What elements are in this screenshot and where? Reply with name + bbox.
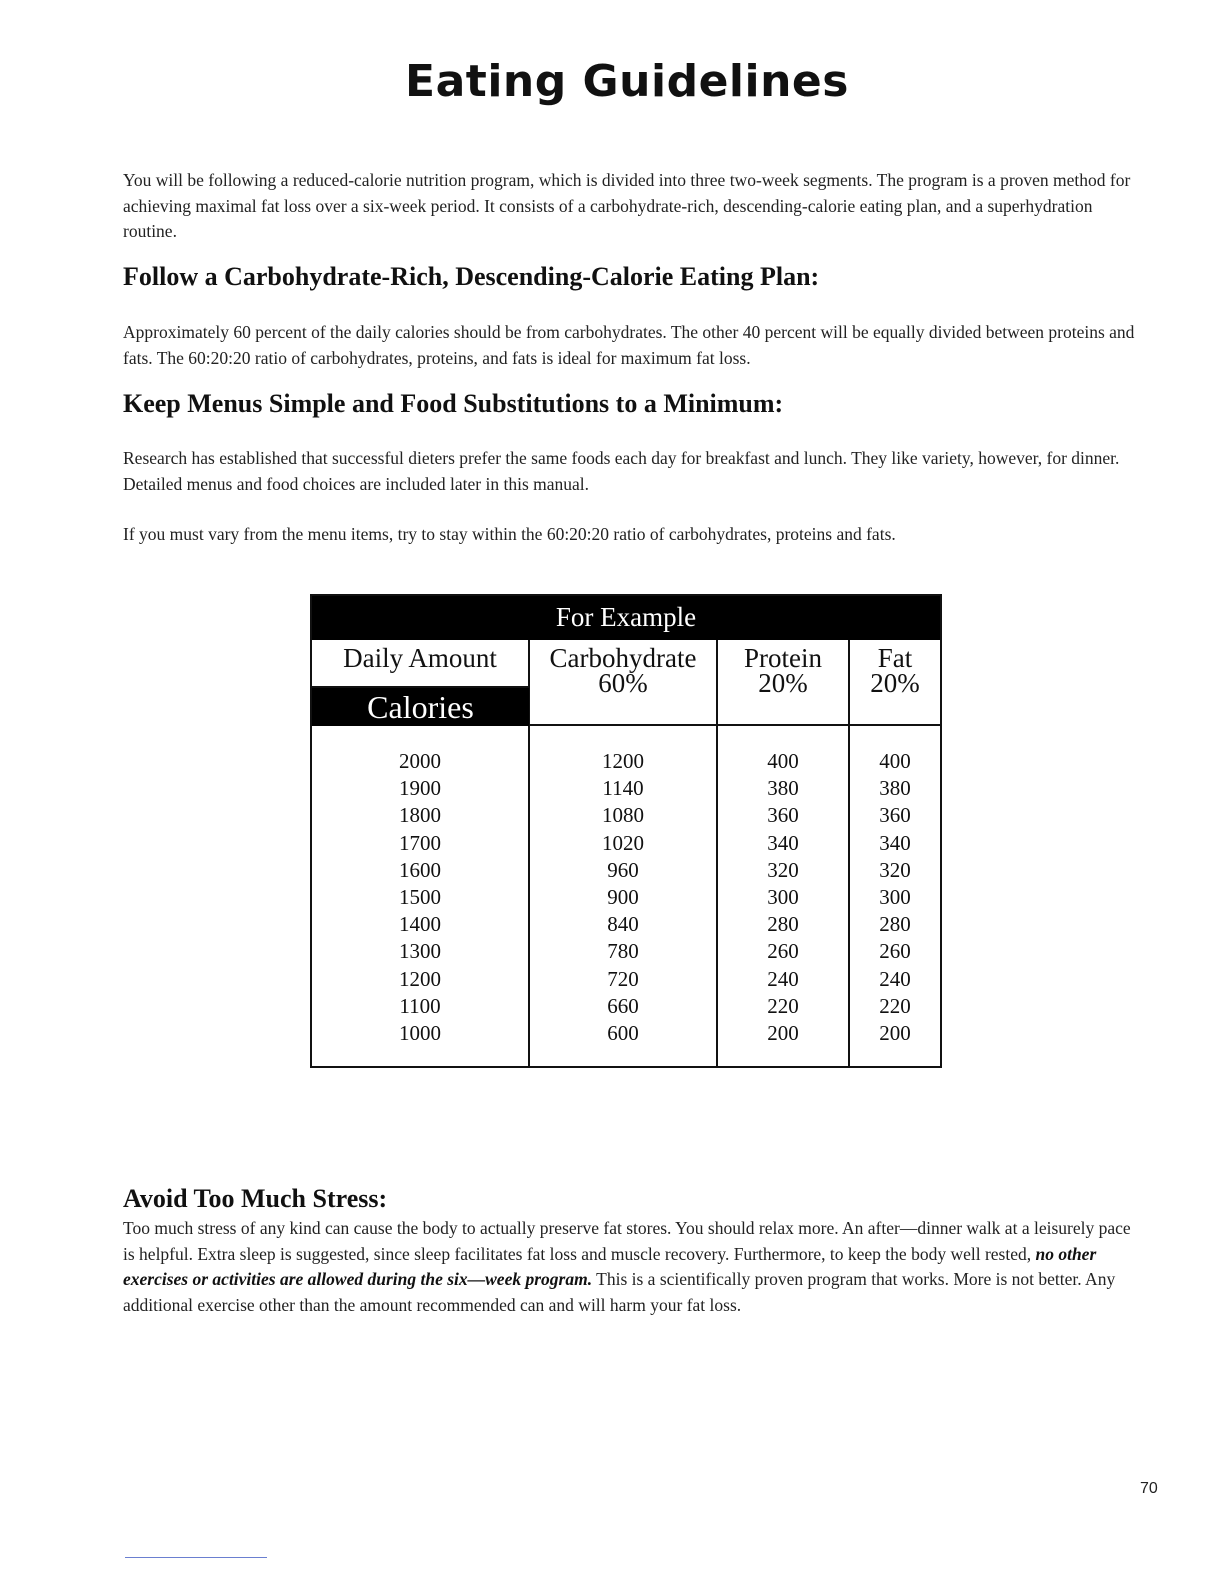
table-header: For Example [312,596,940,640]
vary-paragraph: If you must vary from the menu items, try to stay within the 60:20:20 ratio of carbohydrates, proteins and fats. [123,524,896,544]
table-cell: 240 [879,966,911,991]
table-cell: 360 [767,803,799,828]
table-cell: 380 [879,776,911,801]
table-cell: 1400 [399,912,441,937]
table-cell: 380 [767,776,799,801]
intro-paragraph: You will be following a reduced-calorie nutrition program, which is divided into three two-week segments. The program is a proven method for achieving maximal fat loss over a six-week period. It consists of a carbohydrate-rich, descending-calorie eating plan, and a superhydration routine. [123,170,1131,241]
section-heading-stress: Avoid Too Much Stress: [123,1184,388,1213]
footer-rule [125,1557,267,1558]
table-cell: 360 [879,803,911,828]
table-cell: 240 [767,966,799,991]
table-cell: 220 [767,993,799,1018]
table-cell: 1900 [399,776,441,801]
column-header-carbohydrate: Carbohydrate 60% [549,643,697,698]
table-cell: 300 [767,885,799,910]
section-heading-menus: Keep Menus Simple and Food Substitutions to a Minimum: [123,389,784,418]
menus-paragraph: Research has established that successful dieters prefer the same foods each day for breakfast and lunch. They like variety, however, for dinner. Detailed menus and food choices are included later in this manual. [123,448,1120,494]
table-cell: 960 [607,857,639,882]
column-header-protein: Protein 20% [744,643,822,698]
page-title: Eating Guidelines [405,56,849,107]
table-cell: 1500 [399,885,441,910]
column-header-fat: Fat 20% [870,643,920,698]
table-cell: 340 [879,830,911,855]
section-heading-eating-plan: Follow a Carbohydrate-Rich, Descending-Calorie Eating Plan: [123,262,820,291]
table-cell: 1700 [399,830,441,855]
table-cell: 220 [879,993,911,1018]
table-cell: 780 [607,939,639,964]
table-cell: 280 [879,912,911,937]
table-cell: 2000 [399,749,441,773]
table-cell: 320 [767,857,799,882]
table-cell: 1000 [399,1021,441,1046]
stress-paragraph: Too much stress of any kind can cause the body to actually preserve fat stores. You should relax more. An after—dinner walk at a leisurely pace is helpful. Extra sleep is suggested, since sleep facilitates fat loss and muscle recovery. Furthermore, to keep the body well rested, no other exercises or activities are allowed during the six—week program. This is a scientifically proven program that works. More is not better. Any additional exercise other than the amount recommended can and will harm your fat loss. [123,1218,1131,1315]
table-cell: 300 [879,885,911,910]
column-header-daily-amount: Daily Amount [343,643,497,673]
page-number: 70 [1140,1480,1158,1497]
table-cell: 400 [767,749,799,773]
table-cell: 1200 [602,749,644,773]
table-cell: 840 [607,912,639,937]
column-values-calories [312,748,528,1047]
table-cell: 260 [767,939,799,964]
table-cell: 200 [767,1021,799,1046]
table-cell: 1140 [602,776,644,801]
column-values-protein [718,748,848,1047]
table-cell: 400 [879,749,911,773]
table-cell: 320 [879,857,911,882]
table-cell: 260 [879,939,911,964]
table-cell: 900 [607,885,639,910]
table-cell: 1800 [399,803,441,828]
emphasis-text: no other exercises or activities are allowed during the six—week program. [123,1243,1097,1289]
column-values-fat [850,748,940,1047]
table-cell: 1300 [399,939,441,964]
table-cell: 200 [879,1021,911,1046]
table-cell: 600 [607,1021,639,1046]
column-values-carbohydrate [530,748,716,1047]
eating-plan-paragraph: Approximately 60 percent of the daily calories should be from carbohydrates. The other 40 percent will be equally divided between proteins and fats. The 60:20:20 ratio of carbohydrates, proteins, and fats is ideal for maximum fat loss. [123,322,1135,368]
table-cell: 280 [767,912,799,937]
table-cell: 1020 [602,830,644,855]
table-cell: 340 [767,830,799,855]
calorie-ratio-table [310,594,942,1068]
table-cell: 1100 [399,993,441,1018]
table-cell: 1080 [602,803,644,828]
calories-label: Calories [312,688,529,726]
table-cell: 1200 [399,966,441,991]
table-cell: 660 [607,993,639,1018]
table-cell: 1600 [399,857,441,882]
table-cell: 720 [607,966,639,991]
